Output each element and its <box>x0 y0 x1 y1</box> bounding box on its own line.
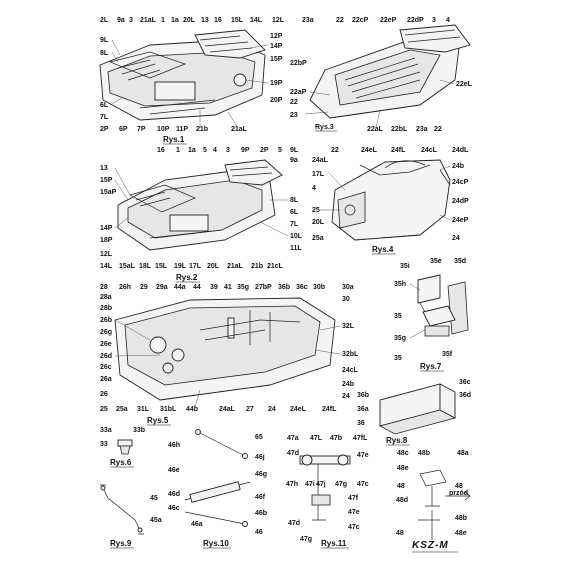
svg-text:2P: 2P <box>260 147 269 154</box>
svg-text:23: 23 <box>290 112 298 119</box>
svg-text:48c: 48c <box>397 450 409 457</box>
svg-text:22: 22 <box>290 99 298 106</box>
svg-text:47g: 47g <box>300 536 313 543</box>
svg-text:15P: 15P <box>270 56 283 63</box>
svg-text:46e: 46e <box>168 467 180 474</box>
svg-text:24cL: 24cL <box>342 367 358 374</box>
svg-text:24eL: 24eL <box>290 406 306 413</box>
svg-text:26: 26 <box>100 391 108 398</box>
svg-text:22aL: 22aL <box>367 126 383 133</box>
svg-text:47j: 47j <box>316 481 326 488</box>
svg-text:22cP: 22cP <box>352 17 369 24</box>
svg-text:26d: 26d <box>100 353 113 360</box>
figure-rys9 <box>100 485 144 534</box>
svg-text:47c: 47c <box>357 481 369 488</box>
svg-text:47d: 47d <box>287 450 300 457</box>
svg-text:20P: 20P <box>270 97 283 104</box>
svg-text:47c: 47c <box>348 524 360 531</box>
svg-text:39: 39 <box>210 284 218 291</box>
svg-text:48e: 48e <box>397 465 409 472</box>
svg-text:6L: 6L <box>100 102 109 109</box>
svg-text:12P: 12P <box>270 33 283 40</box>
svg-text:36c: 36c <box>459 379 471 386</box>
svg-text:7P: 7P <box>137 126 146 133</box>
labels-rys10 <box>168 434 267 536</box>
figure-rys10 <box>185 430 250 527</box>
svg-text:4: 4 <box>446 17 450 24</box>
caption-rys6: Rys.6 <box>110 458 132 467</box>
svg-text:47fL: 47fL <box>353 435 368 442</box>
svg-text:14L: 14L <box>100 263 113 270</box>
figure-rys7 <box>418 275 468 336</box>
svg-text:47e: 47e <box>348 509 360 516</box>
svg-text:22bP: 22bP <box>290 60 307 67</box>
svg-text:1a: 1a <box>171 17 179 24</box>
svg-text:24b: 24b <box>452 163 465 170</box>
svg-text:47b: 47b <box>330 435 343 442</box>
svg-text:10L: 10L <box>290 233 303 240</box>
svg-text:24aL: 24aL <box>312 157 328 164</box>
svg-text:36: 36 <box>357 420 365 427</box>
caption-rys5: Rys.5 <box>147 416 169 425</box>
figure-rys4 <box>332 160 450 240</box>
figure-rys5 <box>115 298 335 400</box>
svg-text:1a: 1a <box>188 147 196 154</box>
svg-text:46c: 46c <box>168 505 180 512</box>
svg-text:36b: 36b <box>278 284 291 291</box>
svg-text:26h: 26h <box>119 284 132 291</box>
svg-text:35f: 35f <box>442 351 453 358</box>
svg-text:14L: 14L <box>250 17 263 24</box>
svg-text:22eP: 22eP <box>380 17 397 24</box>
svg-text:24: 24 <box>452 235 460 242</box>
figure-rys2 <box>118 160 282 250</box>
svg-text:24cP: 24cP <box>452 179 469 186</box>
svg-text:33b: 33b <box>133 427 146 434</box>
svg-text:47i: 47i <box>305 481 315 488</box>
svg-text:6P: 6P <box>119 126 128 133</box>
svg-text:21aL: 21aL <box>231 126 247 133</box>
svg-text:47e: 47e <box>357 452 369 459</box>
figure-rys1 <box>100 30 265 120</box>
svg-text:47g: 47g <box>335 481 348 488</box>
svg-text:47d: 47d <box>288 520 301 527</box>
svg-text:35: 35 <box>394 355 402 362</box>
svg-text:4: 4 <box>312 185 316 192</box>
svg-text:4: 4 <box>213 147 217 154</box>
svg-text:45a: 45a <box>150 517 162 524</box>
svg-text:24eL: 24eL <box>361 147 377 154</box>
svg-text:33: 33 <box>100 441 108 448</box>
svg-text:36b: 36b <box>357 392 370 399</box>
caption-rys11: Rys.11 <box>321 539 347 548</box>
svg-text:20L: 20L <box>183 17 196 24</box>
svg-text:12L: 12L <box>100 251 113 258</box>
publisher-logo: KSZ-M <box>412 540 449 551</box>
svg-text:36a: 36a <box>357 406 369 413</box>
svg-text:23a: 23a <box>302 17 314 24</box>
svg-text:32bL: 32bL <box>342 351 359 358</box>
svg-text:33a: 33a <box>100 427 112 434</box>
svg-text:20L: 20L <box>312 219 325 226</box>
svg-text:18P: 18P <box>100 237 113 244</box>
svg-text:44: 44 <box>193 284 201 291</box>
svg-text:29: 29 <box>140 284 148 291</box>
svg-text:35i: 35i <box>400 263 410 270</box>
caption-rys4: Rys.4 <box>372 245 394 254</box>
svg-text:41: 41 <box>224 284 232 291</box>
svg-text:25: 25 <box>100 406 108 413</box>
svg-text:15L: 15L <box>155 263 168 270</box>
svg-text:22: 22 <box>336 17 344 24</box>
svg-text:24dL: 24dL <box>452 147 469 154</box>
svg-text:48b: 48b <box>455 515 468 522</box>
svg-text:16: 16 <box>157 147 165 154</box>
svg-text:35e: 35e <box>430 258 442 265</box>
svg-text:24dP: 24dP <box>452 198 469 205</box>
svg-text:47f: 47f <box>348 495 359 502</box>
svg-text:22: 22 <box>331 147 339 154</box>
svg-text:11L: 11L <box>290 245 302 252</box>
caption-rys7: Rys.7 <box>420 362 442 371</box>
svg-text:46a: 46a <box>191 521 203 528</box>
svg-text:22aP: 22aP <box>290 89 307 96</box>
svg-text:9L: 9L <box>100 37 109 44</box>
svg-text:5: 5 <box>278 147 282 154</box>
svg-text:27: 27 <box>246 406 254 413</box>
svg-text:30b: 30b <box>313 284 326 291</box>
svg-text:24fL: 24fL <box>391 147 406 154</box>
svg-text:24: 24 <box>342 393 350 400</box>
svg-text:7L: 7L <box>100 114 109 121</box>
svg-text:32L: 32L <box>342 323 355 330</box>
svg-text:22eL: 22eL <box>456 81 472 88</box>
svg-text:47h: 47h <box>286 481 299 488</box>
svg-text:46j: 46j <box>255 454 265 461</box>
svg-text:15L: 15L <box>231 17 244 24</box>
svg-text:21b: 21b <box>251 263 264 270</box>
svg-text:24cL: 24cL <box>421 147 437 154</box>
svg-text:45: 45 <box>150 495 158 502</box>
svg-text:28: 28 <box>100 284 108 291</box>
svg-text:48: 48 <box>397 483 405 490</box>
svg-text:1: 1 <box>176 147 180 154</box>
svg-text:24: 24 <box>268 406 276 413</box>
caption-rys10: Rys.10 <box>203 539 229 548</box>
svg-text:47L: 47L <box>310 435 323 442</box>
svg-text:8L: 8L <box>290 197 299 204</box>
svg-text:26g: 26g <box>100 329 113 336</box>
svg-text:22: 22 <box>434 126 442 133</box>
svg-text:17L: 17L <box>312 171 325 178</box>
svg-text:22dP: 22dP <box>407 17 424 24</box>
svg-text:13: 13 <box>100 165 108 172</box>
annotation-przod: przód <box>449 490 469 497</box>
svg-text:3: 3 <box>226 147 230 154</box>
svg-text:20L: 20L <box>207 263 220 270</box>
svg-text:1: 1 <box>161 17 165 24</box>
caption-rys9: Rys.9 <box>110 539 132 548</box>
svg-text:9a: 9a <box>117 17 125 24</box>
svg-text:14P: 14P <box>100 225 113 232</box>
svg-text:22bL: 22bL <box>391 126 408 133</box>
svg-text:26e: 26e <box>100 341 112 348</box>
svg-text:17L: 17L <box>189 263 202 270</box>
svg-text:26a: 26a <box>100 376 112 383</box>
svg-text:30: 30 <box>342 296 350 303</box>
svg-text:25: 25 <box>312 207 320 214</box>
svg-text:31bL: 31bL <box>160 406 177 413</box>
svg-text:28b: 28b <box>100 305 113 312</box>
svg-text:24eP: 24eP <box>452 217 469 224</box>
svg-text:29a: 29a <box>156 284 168 291</box>
svg-text:30a: 30a <box>342 284 354 291</box>
svg-text:44b: 44b <box>186 406 199 413</box>
labels-rys11 <box>286 435 369 543</box>
svg-text:35g: 35g <box>237 284 250 291</box>
svg-text:26c: 26c <box>100 364 112 371</box>
svg-text:48: 48 <box>455 483 463 490</box>
svg-text:44a: 44a <box>174 284 186 291</box>
svg-text:48b: 48b <box>418 450 431 457</box>
svg-text:24aL: 24aL <box>219 406 235 413</box>
svg-text:65: 65 <box>255 434 263 441</box>
labels-rys9 <box>150 495 162 524</box>
svg-text:46h: 46h <box>168 442 181 449</box>
svg-text:Rys.3: Rys.3 <box>315 124 334 131</box>
svg-text:15P: 15P <box>100 177 113 184</box>
svg-text:21aL: 21aL <box>227 263 243 270</box>
svg-text:35h: 35h <box>394 281 407 288</box>
svg-text:35g: 35g <box>394 335 407 342</box>
svg-text:35: 35 <box>394 313 402 320</box>
svg-text:21aL: 21aL <box>140 17 156 24</box>
svg-text:11P: 11P <box>176 126 189 133</box>
svg-text:10P: 10P <box>157 126 170 133</box>
svg-text:9L: 9L <box>290 147 299 154</box>
svg-text:31L: 31L <box>137 406 150 413</box>
figure-rys8 <box>380 384 455 434</box>
figure-rys6 <box>118 440 132 454</box>
svg-text:14P: 14P <box>270 43 283 50</box>
svg-text:25a: 25a <box>312 235 324 242</box>
svg-text:19L: 19L <box>174 263 187 270</box>
svg-text:48d: 48d <box>396 497 409 504</box>
svg-text:46g: 46g <box>255 471 268 478</box>
svg-text:15aL: 15aL <box>119 263 135 270</box>
svg-text:3: 3 <box>432 17 436 24</box>
svg-text:9a: 9a <box>290 157 298 164</box>
svg-text:36c: 36c <box>296 284 308 291</box>
svg-text:18L: 18L <box>139 263 152 270</box>
svg-text:46d: 46d <box>168 491 181 498</box>
svg-text:21b: 21b <box>196 126 209 133</box>
svg-text:19P: 19P <box>270 80 283 87</box>
caption-rys1: Rys.1 <box>163 135 185 144</box>
svg-text:23a: 23a <box>416 126 428 133</box>
figure-rys3 <box>310 25 470 118</box>
svg-text:46f: 46f <box>255 494 266 501</box>
caption-rys8: Rys.8 <box>386 436 408 445</box>
svg-text:27bP: 27bP <box>255 284 272 291</box>
svg-text:26b: 26b <box>100 317 113 324</box>
svg-text:2L: 2L <box>100 17 109 24</box>
svg-text:24b: 24b <box>342 381 355 388</box>
svg-text:47a: 47a <box>287 435 299 442</box>
svg-text:9P: 9P <box>241 147 250 154</box>
svg-text:15aP: 15aP <box>100 189 117 196</box>
svg-text:35d: 35d <box>454 258 467 265</box>
svg-text:8L: 8L <box>100 50 109 57</box>
svg-text:46b: 46b <box>255 510 268 517</box>
svg-text:16: 16 <box>214 17 222 24</box>
svg-text:36d: 36d <box>459 392 472 399</box>
svg-text:7L: 7L <box>290 221 299 228</box>
svg-text:5: 5 <box>203 147 207 154</box>
svg-text:46: 46 <box>255 529 263 536</box>
svg-text:12L: 12L <box>272 17 285 24</box>
svg-text:21cL: 21cL <box>267 263 283 270</box>
svg-text:25a: 25a <box>116 406 128 413</box>
svg-text:13: 13 <box>201 17 209 24</box>
svg-text:28a: 28a <box>100 294 112 301</box>
svg-text:6L: 6L <box>290 209 299 216</box>
svg-text:2P: 2P <box>100 126 109 133</box>
caption-rys2: Rys.2 <box>176 273 198 282</box>
svg-text:48a: 48a <box>457 450 469 457</box>
svg-text:48e: 48e <box>455 530 467 537</box>
svg-text:3: 3 <box>129 17 133 24</box>
svg-text:48: 48 <box>396 530 404 537</box>
svg-text:24fL: 24fL <box>322 406 337 413</box>
